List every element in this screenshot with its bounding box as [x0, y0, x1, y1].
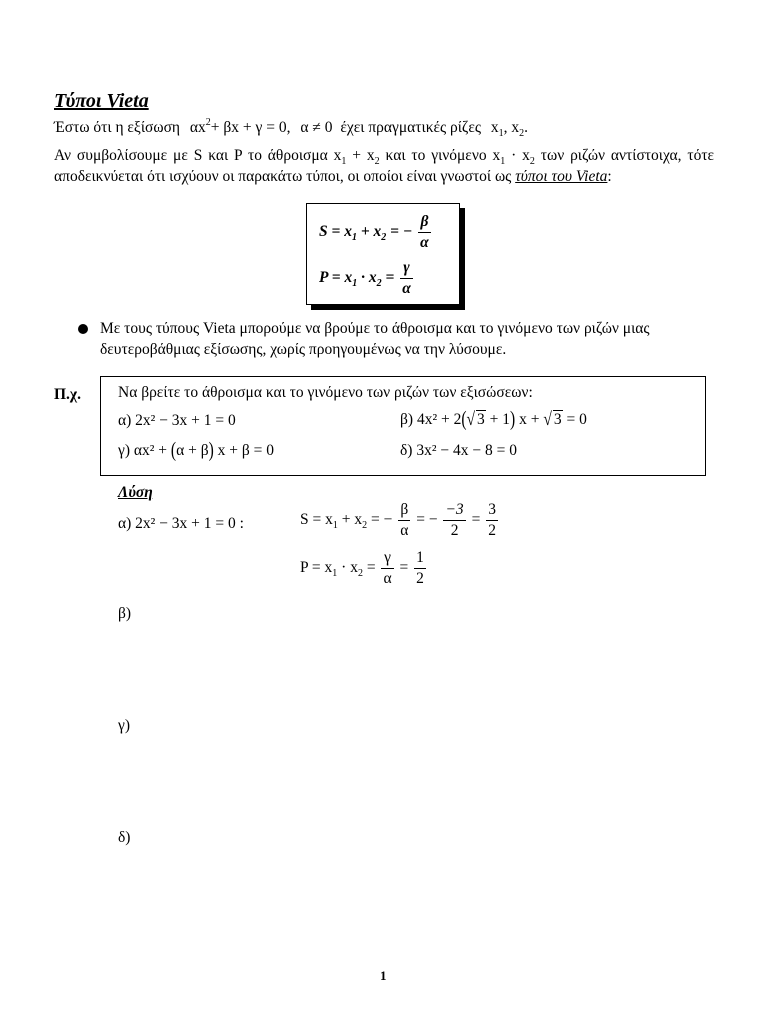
page-title: Τύποι Vieta: [54, 90, 149, 112]
example-g: γ) αx² + (α + β) x + β = 0: [118, 438, 274, 462]
example-d: δ) 3x² − 4x − 8 = 0: [400, 442, 517, 459]
intro-equation: $\alpha x^2+ \beta x + \gamma = 0$,: [189, 117, 291, 136]
solution-title: Λύση: [118, 484, 153, 501]
intro-condition: α ≠ 0: [300, 119, 333, 136]
intro-prefix: Έστω ότι η εξίσωση: [54, 119, 181, 136]
bullet-icon: [78, 324, 88, 334]
example-a: α) 2x² − 3x + 1 = 0: [118, 412, 236, 429]
bullet-text: Με τους τύπους Vieta μπορούμε να βρούμε το άθροισμα και το γινόμενο των ριζών μιας δευτεροβάθμιας εξίσωσης, χωρίς προηγουμένως να την λύσουμε.: [100, 320, 650, 358]
solution-g-label: γ): [118, 717, 131, 734]
example-b: β) 4x² + 2(√ 3 + 1) x + √ 3 = 0: [400, 407, 587, 431]
product-expression: $x_1 \cdot x_2$: [492, 147, 535, 167]
intro-roots: $x_1$, $x_2$.: [490, 119, 528, 139]
solution-a-sum: $S = x_1 + x_2$ = − $\frac{\beta}{\alpha}$ = − $\frac{-3}{2}$ = $\frac{3}{2}$: [300, 501, 496, 539]
product-formula: $P = x_1 \cdot x_2$ = $\frac{\gamma}{\alpha}$: [319, 259, 411, 297]
vieta-formulas-link: τύποι του Vieta: [515, 168, 608, 185]
page-number: 1: [380, 968, 387, 983]
solution-b-label: β): [118, 605, 132, 622]
solution-a-product: $P = x_1 \cdot x_2$ = $\frac{\gamma}{\alpha}$ = $\frac{1}{2}$: [300, 549, 424, 587]
solution-d-label: δ): [118, 829, 131, 846]
example-prompt: Να βρείτε το άθροισμα και το γινόμενο των ριζών των εξισώσεων:: [118, 384, 533, 401]
solution-a-equation: α) 2x² − 3x + 1 = 0 :: [118, 515, 244, 532]
example-label: Π.χ.: [54, 386, 81, 403]
formula-box: [306, 203, 460, 305]
sum-expression: $x_1 + x_2$: [333, 147, 380, 167]
vieta-paragraph: Αν συμβολίσουμε με S και P το άθροισμα $x_1 + x_2$ και το γινόμενο $x_1 \cdot x_2$ των ριζών αντίστοιχα, τότε αποδεικνύεται ότι ισχύουν οι παρακάτω τύποι, οι οποίοι είναι γνωστοί ως τύποι του Vieta:: [54, 147, 715, 185]
intro-mid: έχει πραγματικές ρίζες: [340, 119, 481, 136]
sum-formula: $S = x_1 + x_2$ = − $\frac{\beta}{\alpha}$: [319, 213, 429, 251]
intro-line: [54, 118, 528, 138]
